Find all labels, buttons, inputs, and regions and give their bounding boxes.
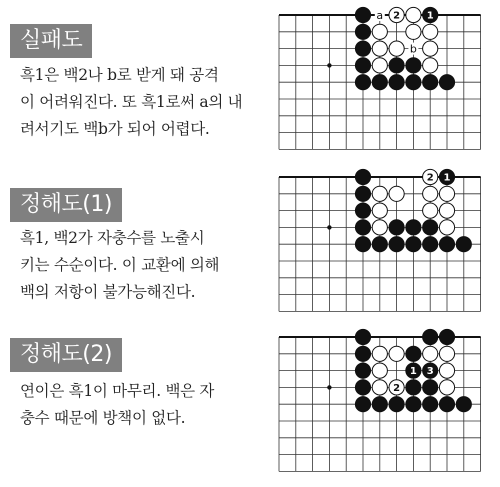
go-board-solution-2 [270,322,500,487]
white-stone [372,203,387,218]
white-stone [423,203,438,218]
move-number: 3 [426,366,434,378]
black-stone [423,329,438,344]
section-failure [0,0,270,160]
black-stone [355,346,370,361]
white-stone [439,220,454,235]
black-stone [423,397,438,412]
black-stone [372,237,387,252]
black-stone [406,380,421,395]
black-stone [389,220,404,235]
black-stone [372,75,387,90]
white-stone [439,186,454,201]
go-board-failure [270,0,500,165]
move-number: 2 [393,10,401,22]
section-title: 정해도(1) [10,188,122,222]
black-stone [406,397,421,412]
star-point [327,225,331,229]
white-stone [439,363,454,378]
black-stone [389,75,404,90]
section-title: 정해도(2) [10,338,122,372]
point-mark: a [376,9,384,22]
section-solution-2 [0,330,270,480]
section-text: 흑1은 백2나 b로 받게 돼 공격 이 어려워진다. 또 흑1로써 a의 내 려서기도 백b가 되어 어렵다. [20,66,243,138]
black-stone [406,346,421,361]
white-stone [372,58,387,73]
black-stone [355,75,370,90]
white-stone [389,346,404,361]
move-number: 2 [426,172,434,184]
black-stone [423,237,438,252]
black-stone [355,7,370,22]
black-stone [423,220,438,235]
black-stone [439,75,454,90]
black-stone [406,75,421,90]
black-stone [355,203,370,218]
white-stone [372,346,387,361]
move-number: 1 [426,10,434,22]
black-stone [423,380,438,395]
section-text: 흑1, 백2가 자충수를 노출시 키는 수순이다. 이 교환에 의해 백의 저항이 불가능해진다. [20,229,220,301]
black-stone [355,169,370,184]
white-stone [439,346,454,361]
black-stone [406,58,421,73]
black-stone [389,58,404,73]
black-stone [355,186,370,201]
black-stone [355,41,370,56]
move-number: 1 [443,172,451,184]
white-stone [389,186,404,201]
black-stone [439,329,454,344]
black-stone [355,380,370,395]
black-stone [439,237,454,252]
black-stone [355,329,370,344]
black-stone [389,397,404,412]
white-stone [439,380,454,395]
white-stone [372,186,387,201]
point-mark: b [409,42,417,56]
white-stone [389,41,404,56]
black-stone [372,397,387,412]
section-title: 실패도 [10,24,92,58]
white-stone [439,203,454,218]
white-stone [372,380,387,395]
black-stone [456,237,471,252]
black-stone [355,237,370,252]
white-stone [372,220,387,235]
move-number: 2 [393,383,401,394]
white-stone [423,346,438,361]
black-stone [389,237,404,252]
black-stone [439,397,454,412]
white-stone [372,24,387,39]
black-stone [355,220,370,235]
white-stone [406,7,421,22]
black-stone [355,58,370,73]
black-stone [406,220,421,235]
white-stone [423,186,438,201]
white-stone [372,363,387,378]
black-stone [355,24,370,39]
white-stone [423,41,438,56]
star-point [327,63,331,67]
section-text: 연이은 흑1이 마무리. 백은 자 충수 때문에 방책이 없다. [20,382,215,427]
black-stone [456,397,471,412]
move-number: 1 [409,366,417,378]
star-point [327,385,331,389]
black-stone [355,397,370,412]
black-stone [423,75,438,90]
white-stone [423,58,438,73]
white-stone [372,41,387,56]
white-stone [406,24,421,39]
section-solution-1 [0,170,270,320]
white-stone [423,24,438,39]
go-board-solution-1 [270,162,500,327]
black-stone [406,237,421,252]
black-stone [355,363,370,378]
